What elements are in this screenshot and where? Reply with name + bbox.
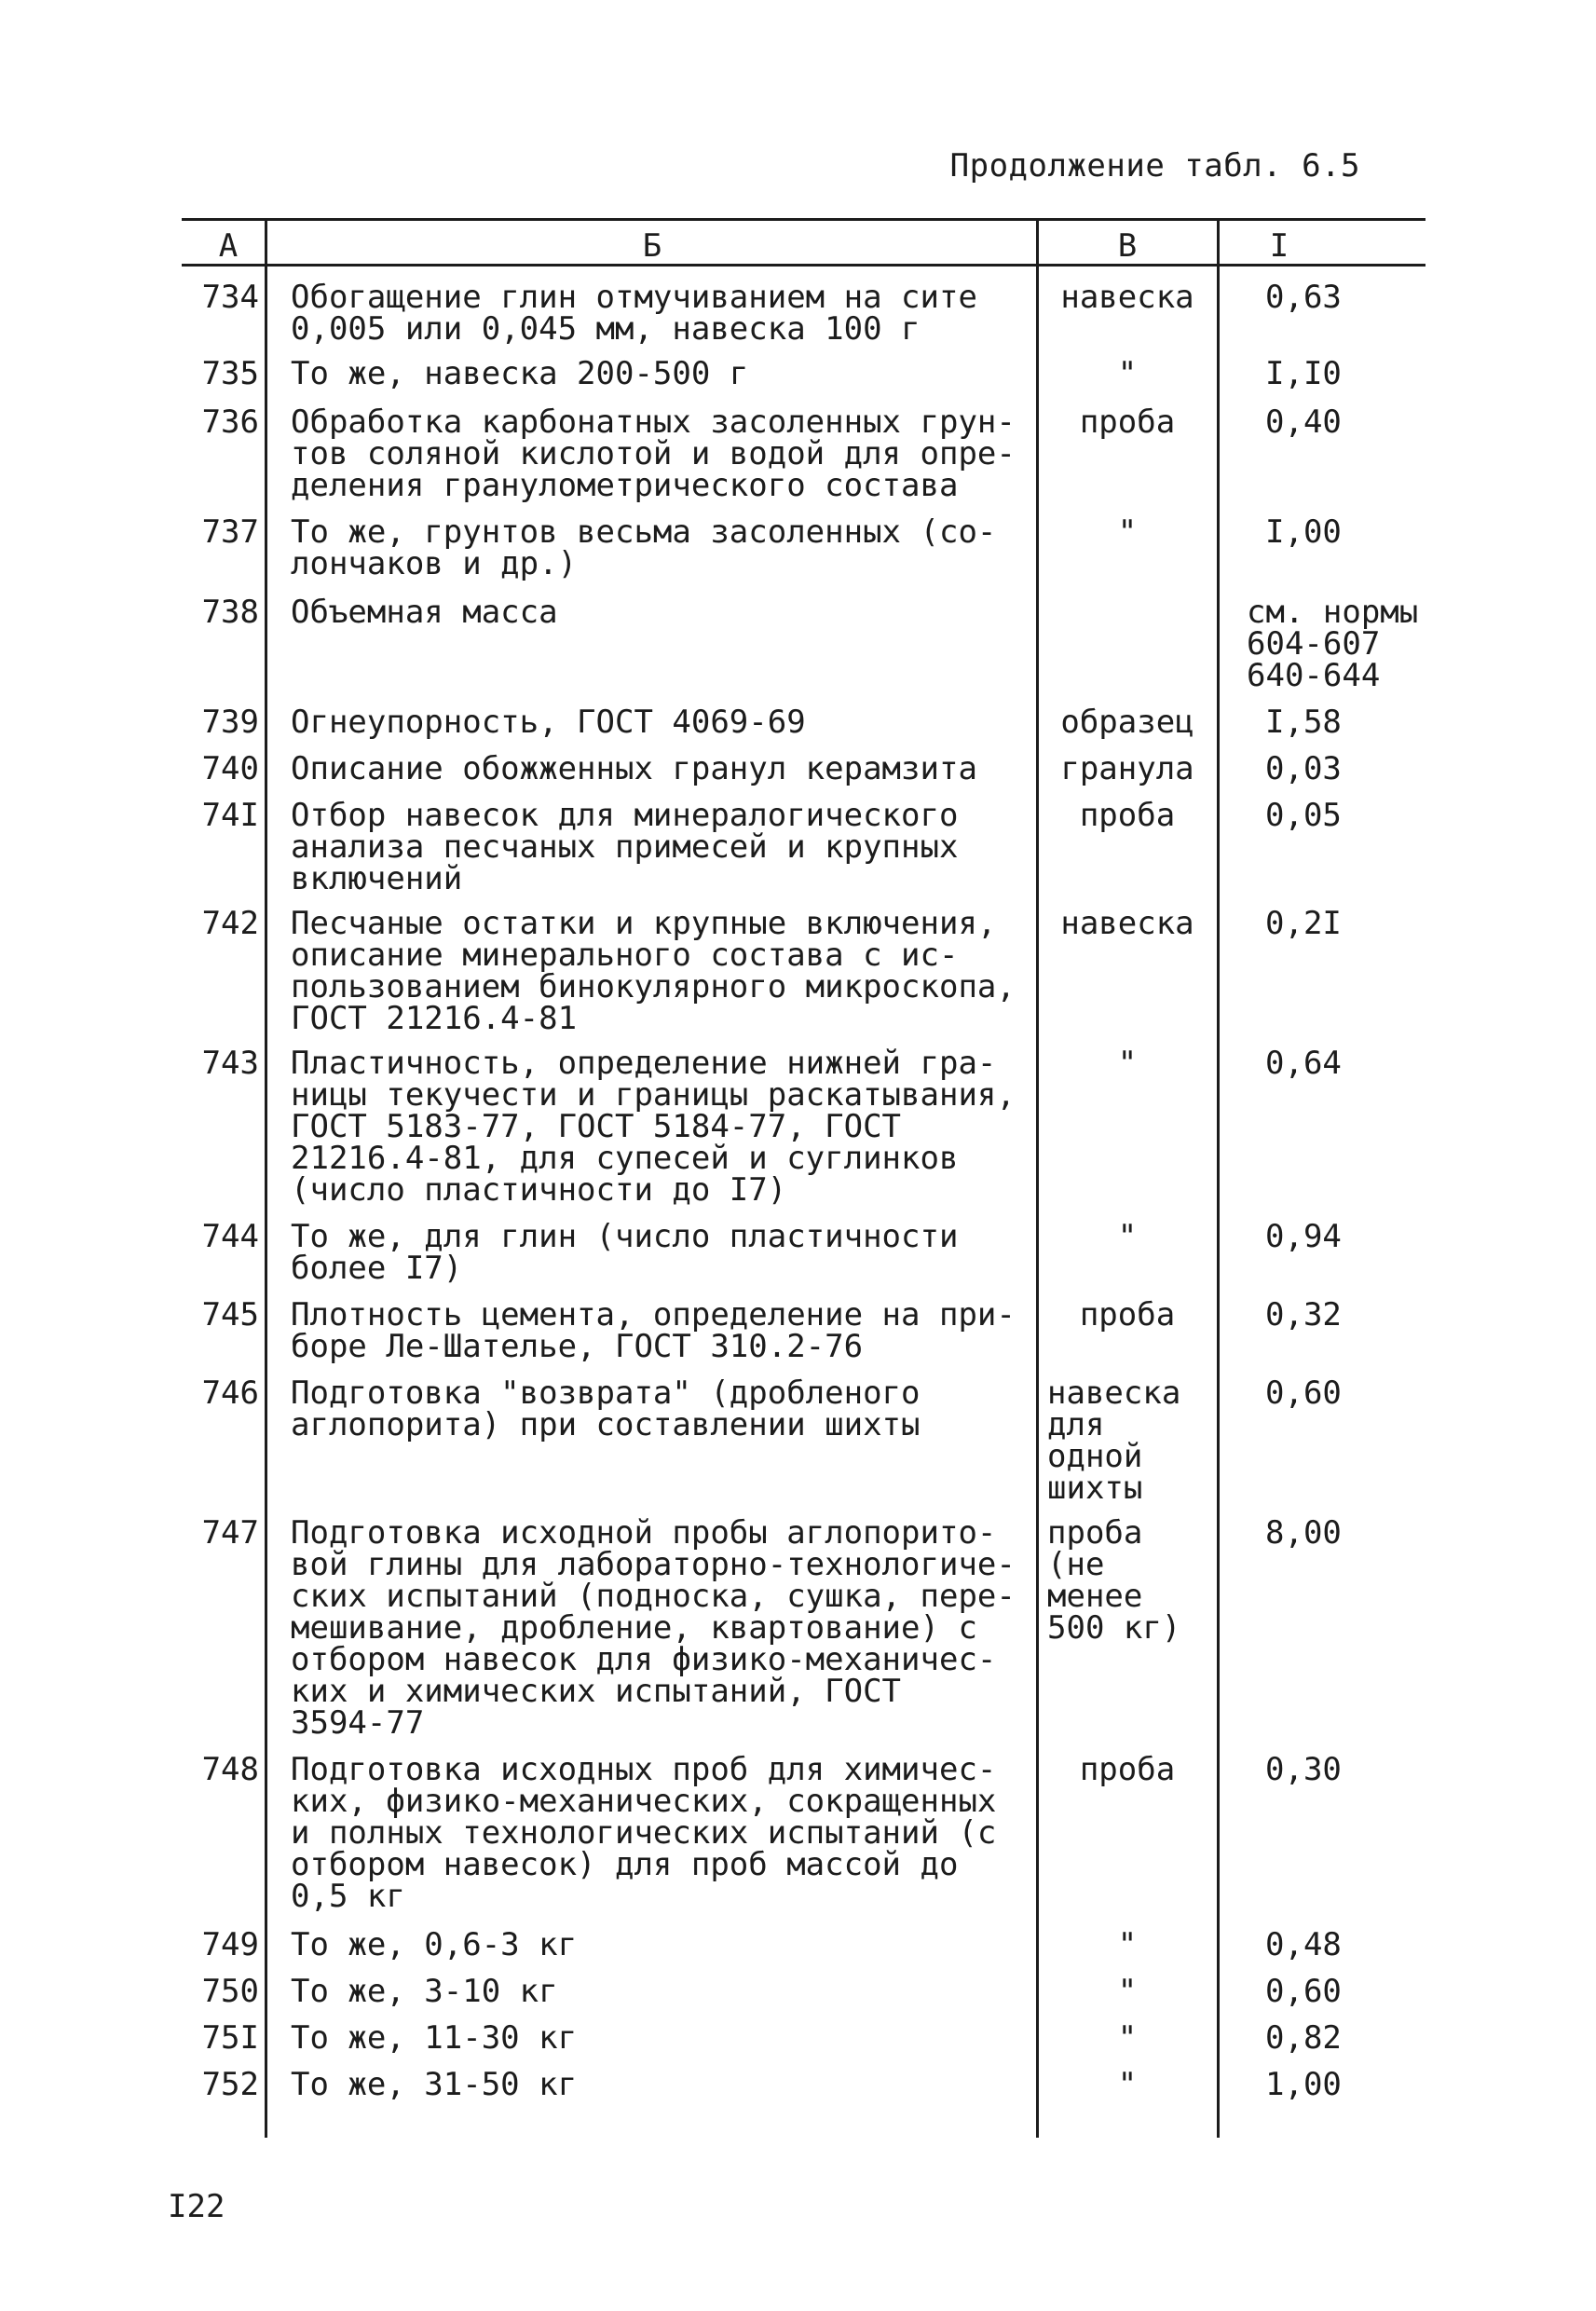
row-norm: 8,00 [1265,1514,1342,1552]
table-top-rule [182,218,1425,221]
row-description: Подготовка исходной пробы аглопорито- вой глины для лабораторно-технологиче- ских испытаний (подноска, сушка, пере- мешивание, дробление, квартование) с отбором навесок для физико-механичес- ких и химических испытаний, ГОСТ 3594-77 [291,1514,1016,1742]
row-description: Пластичность, определение нижней гра- ницы текучести и границы раскатывания, ГОСТ 5183-77, ГОСТ 5184-77, ГОСТ 21216.4-81, для супесей и суглинков (число пластичности до I7) [291,1045,1016,1209]
row-unit: навеска [1060,279,1194,316]
row-unit: проба [1079,1751,1176,1788]
row-number: 748 [201,1751,259,1788]
row-unit: " [1117,1926,1138,1963]
row-norm: I,00 [1265,513,1342,551]
row-norm: I,I0 [1265,355,1342,392]
row-description: Плотность цемента, определение на при- боре Ле-Шателье, ГОСТ 310.2-76 [291,1296,1016,1365]
row-description: То же, 31-50 кг [291,2066,578,2103]
row-norm: 0,40 [1265,403,1342,441]
row-number: 739 [201,704,259,741]
row-number: 737 [201,513,259,551]
row-unit: " [1117,355,1138,392]
row-norm: 1,00 [1265,2066,1342,2103]
row-norm: 0,2I [1265,905,1342,942]
row-norm: 0,32 [1265,1296,1342,1333]
row-description: Обогащение глин отмучиванием на сите 0,005 или 0,045 мм, навеска 100 г [291,279,977,348]
row-unit: " [1117,1973,1138,2010]
row-description: Огнеупорность, ГОСТ 4069-69 [291,704,806,741]
row-description: Объемная масса [291,594,558,631]
row-unit: " [1117,2066,1138,2103]
row-number: 734 [201,279,259,316]
row-number: 745 [201,1296,259,1333]
header-col-a: А [218,227,239,265]
header-col-i: I [1269,227,1289,265]
row-norm: 0,60 [1265,1374,1342,1412]
row-number: 744 [201,1218,259,1255]
row-number: 75I [201,2019,259,2057]
row-unit: проба [1079,403,1176,441]
row-number: 740 [201,750,259,787]
row-description: Описание обожженных гранул керамзита [291,750,977,787]
column-divider-a [265,218,267,2138]
row-norm: 0,64 [1265,1045,1342,1082]
row-unit: образец [1060,704,1194,741]
column-divider-b [1036,218,1039,2138]
row-description: То же, грунтов весьма засоленных (со- лончаков и др.) [291,513,997,582]
row-description: Подготовка "возврата" (дробленого аглопорита) при составлении шихты [291,1374,921,1443]
row-description: Обработка карбонатных засоленных грун- тов соляной кислотой и водой для опре- деления гранулометрического состава [291,403,1016,504]
row-norm: 0,03 [1265,750,1342,787]
row-description: Подготовка исходных проб для химичес- ких, физико-механических, сокращенных и полных технологических испытаний (с отбором навесок) для проб массой до 0,5 кг [291,1751,997,1915]
row-number: 742 [201,905,259,942]
column-divider-c [1217,218,1220,2138]
row-norm: 0,48 [1265,1926,1342,1963]
row-number: 736 [201,403,259,441]
row-number: 747 [201,1514,259,1552]
row-norm: 0,60 [1265,1973,1342,2010]
header-col-b: Б [642,227,662,265]
row-norm: 0,94 [1265,1218,1342,1255]
row-unit: навеска для одной шихты [1047,1374,1181,1507]
row-norm: 0,63 [1265,279,1342,316]
row-unit: гранула [1060,750,1194,787]
row-norm: I,58 [1265,704,1342,741]
row-description: То же, 3-10 кг [291,1973,558,2010]
row-number: 750 [201,1973,259,2010]
page-number: I22 [168,2188,225,2225]
row-unit: " [1117,1218,1138,1255]
header-col-v: В [1117,227,1138,265]
row-number: 743 [201,1045,259,1082]
row-description: То же, для глин (число пластичности более I7) [291,1218,959,1287]
row-number: 752 [201,2066,259,2103]
row-description: То же, 11-30 кг [291,2019,578,2057]
row-norm: см. нормы 604-607 640-644 [1247,594,1419,694]
row-description: Песчаные остатки и крупные включения, описание минерального состава с ис- пользованием бинокулярного микроскопа, ГОСТ 21216.4-81 [291,905,1016,1037]
row-number: 746 [201,1374,259,1412]
row-unit: проба [1079,797,1176,834]
row-unit: " [1117,513,1138,551]
table-caption: Продолжение табл. 6.5 [949,147,1360,185]
row-number: 749 [201,1926,259,1963]
row-unit: проба (не менее 500 кг) [1047,1514,1181,1647]
row-norm: 0,82 [1265,2019,1342,2057]
row-norm: 0,05 [1265,797,1342,834]
row-unit: " [1117,1045,1138,1082]
row-number: 735 [201,355,259,392]
row-description: Отбор навесок для минералогического анализа песчаных примесей и крупных включений [291,797,959,897]
row-unit: навеска [1060,905,1194,942]
row-number: 738 [201,594,259,631]
row-number: 74I [201,797,259,834]
row-norm: 0,30 [1265,1751,1342,1788]
row-unit: " [1117,2019,1138,2057]
row-description: То же, 0,6-3 кг [291,1926,578,1963]
row-unit: проба [1079,1296,1176,1333]
row-description: То же, навеска 200-500 г [291,355,749,392]
